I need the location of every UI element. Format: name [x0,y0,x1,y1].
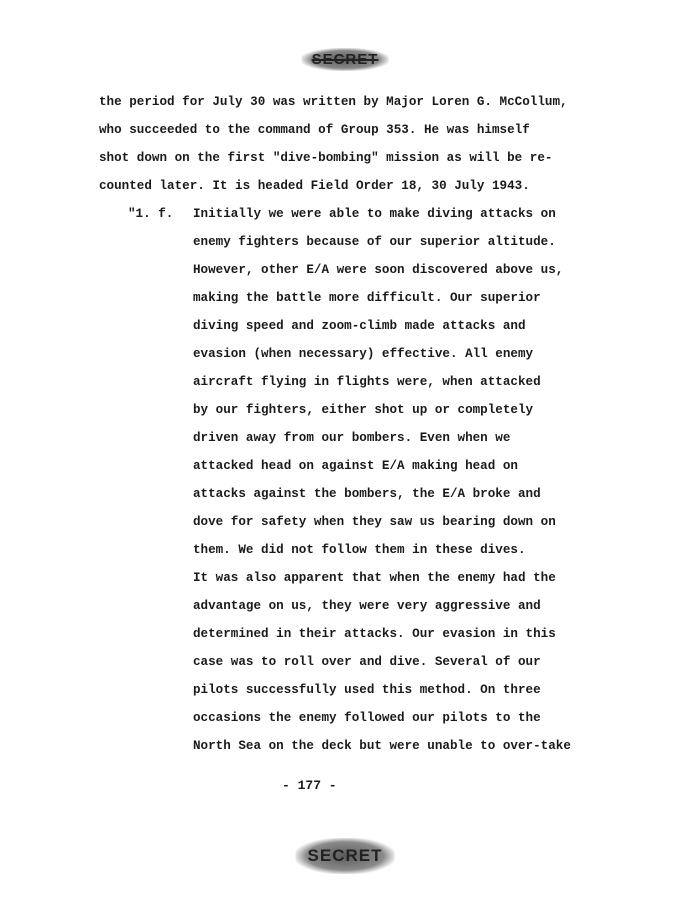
quote-line: diving speed and zoom-climb made attacks and [193,319,526,333]
intro-line: who succeeded to the command of Group 353. He was himself [99,123,530,137]
quote-line: them. We did not follow them in these dives. [193,543,526,557]
intro-line: shot down on the first "dive-bombing" mission as will be re- [99,151,553,165]
quote-line: driven away from our bombers. Even when we [193,431,511,445]
quote-line: determined in their attacks. Our evasion in this [193,627,556,641]
quote-line: advantage on us, they were very aggressive and [193,599,541,613]
quote-line: attacked head on against E/A making head on [193,459,518,473]
quote-line: making the battle more difficult. Our superior [193,291,541,305]
quote-line: by our fighters, either shot up or completely [193,403,534,417]
quote-line: occasions the enemy followed our pilots to the [193,711,541,725]
quote-line: attacks against the bombers, the E/A broke and [193,487,541,501]
quote-line: evasion (when necessary) effective. All enemy [193,347,534,361]
page-number: - 177 - [282,778,337,793]
quote-line: North Sea on the deck but were unable to over-take [193,739,571,753]
quote-line: case was to roll over and dive. Several of our [193,655,541,669]
intro-line: the period for July 30 was written by Major Loren G. McCollum, [99,95,568,109]
quote-line: However, other E/A were soon discovered above us, [193,263,564,277]
secret-stamp-top: SECRET [302,48,389,71]
quote-line: Initially we were able to make diving attacks on [193,207,556,221]
secret-stamp-bottom: SECRET [296,838,395,874]
quote-line: enemy fighters because of our superior altitude. [193,235,556,249]
quote-line: dove for safety when they saw us bearing down on [193,515,556,529]
intro-line: counted later. It is headed Field Order 18, 30 July 1943. [99,179,530,193]
quote-line: aircraft flying in flights were, when attacked [193,375,541,389]
quote-line: It was also apparent that when the enemy had the [193,571,556,585]
item-marker: "1. f. [128,207,174,221]
quote-line: pilots successfully used this method. On three [193,683,541,697]
